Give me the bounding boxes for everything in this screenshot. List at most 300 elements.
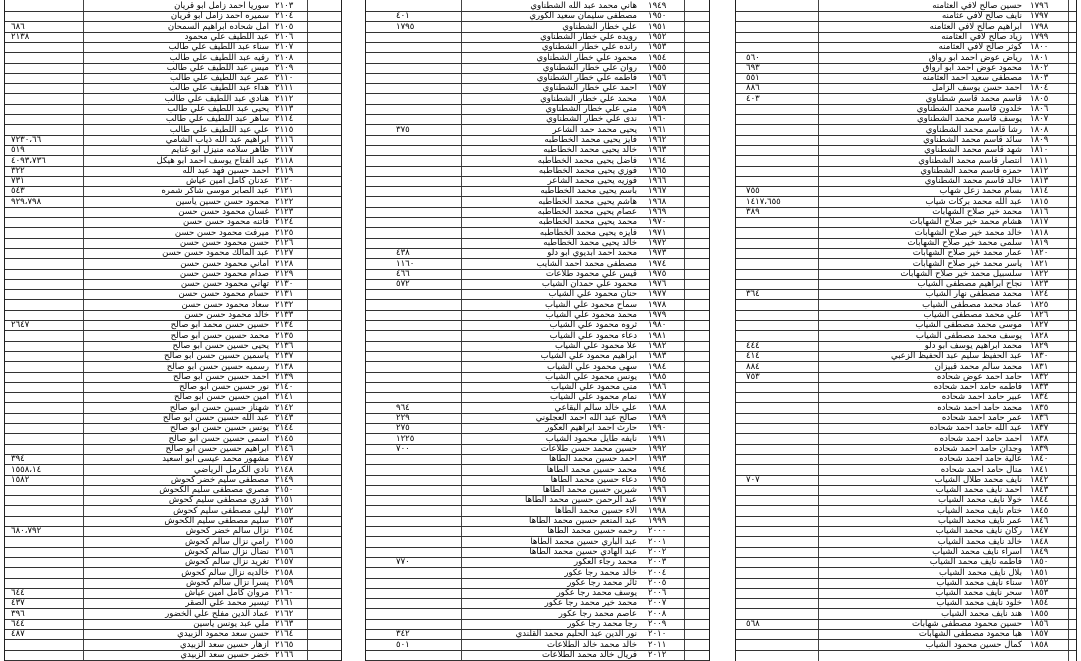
serial-number: ٢١٥٧ xyxy=(275,557,294,568)
person-name: نضال نزال سالم كحوش xyxy=(184,546,269,557)
person-name: محمود علي حمدان الشياب xyxy=(541,279,637,290)
amount-value: ٦٤٤ xyxy=(11,588,25,599)
serial-number: ٢١٠٣ xyxy=(275,1,294,11)
serial-number: ١٩٦٠ xyxy=(648,114,667,125)
person-name: عبد الحفيظ سليم عبد الحفيظ الزعبي xyxy=(891,351,1022,362)
person-name: ركان نايف محمد الشياب xyxy=(935,526,1022,537)
serial-number: ١٨٥٦ xyxy=(1030,619,1049,629)
person-name: تيسير محمد علي الصقر xyxy=(185,598,269,609)
person-name: خالد محمد خير صلاح الشهابات xyxy=(914,227,1022,238)
serial-number: ١٩٩٩ xyxy=(648,516,667,526)
amount-value: ٦٩٣ xyxy=(746,62,760,73)
serial-number: ٢١٥٠ xyxy=(275,485,294,496)
serial-number: ١٨٤٤ xyxy=(1030,495,1049,506)
person-name: سماح محمود علي الشياب xyxy=(544,299,637,310)
person-name: عبد الباري حسين محمد الطاها xyxy=(530,536,637,547)
serial-number: ١٩٩٣ xyxy=(648,454,667,465)
amount-value: ٥٦٨ xyxy=(746,619,760,629)
serial-number: ١٩٨٢ xyxy=(648,340,667,351)
person-name: عصام يحيى محمد الخطاطبه xyxy=(537,207,637,217)
serial-number: ٢١٠٧ xyxy=(275,42,294,53)
person-name: محمد احمد ابديوي ابو دلو xyxy=(547,248,637,259)
person-name: خالد يحيى محمد الخطاطبه xyxy=(543,237,637,248)
serial-number: ٢١١٠ xyxy=(275,73,294,84)
person-name: هاشم يحيى محمد الخطاطبه xyxy=(538,196,637,207)
person-name: خالد نايف محمد الشياب xyxy=(937,536,1022,547)
amount-value: ٧٧٠ xyxy=(396,557,410,568)
serial-number: ١٨٤٥ xyxy=(1030,505,1049,516)
person-name: حامد احمد عوض شحاده xyxy=(936,371,1022,382)
amount-value: ٤٤٤ xyxy=(746,340,760,351)
person-name: يسرا نزال سالم كحوش xyxy=(186,577,269,588)
serial-number: ١٩٧٥ xyxy=(648,268,667,279)
amount-value: ١١٦٠ xyxy=(396,258,415,269)
person-name: حسين حسن محمد ابو صالح xyxy=(170,320,269,331)
serial-number: ٢١٠٤ xyxy=(275,11,294,22)
serial-number: ٢١٣٢ xyxy=(275,299,294,310)
serial-number: ٢١٤٩ xyxy=(275,474,294,485)
amount-value: ٨٨٤ xyxy=(746,361,760,372)
amount-value: ٥٦٠ xyxy=(746,52,760,63)
serial-number: ٢١٢٦ xyxy=(275,237,294,248)
serial-number: ٢١٦١ xyxy=(275,598,294,609)
serial-number: ٢٠٠٤ xyxy=(648,567,667,578)
amount-value: ٤٨٧ xyxy=(11,629,25,640)
person-name: ملي عبد يونس ياسين xyxy=(193,619,269,629)
person-name: ساهر عبد اللطيف علي طالب xyxy=(165,114,269,125)
amount-value: ٩٦٤ xyxy=(396,402,410,413)
person-name: عبد المالك محمود حسن حسن xyxy=(162,248,269,259)
serial-number: ٢٠٠٥ xyxy=(648,577,667,588)
person-name: يوسف محمد رجا عكور xyxy=(556,588,637,599)
serial-number: ٢١٦٠ xyxy=(275,588,294,599)
person-name: سليم مصطفى سليم الكحوش xyxy=(164,516,269,526)
person-name: عبير حامد احمد شحاده xyxy=(941,392,1022,403)
person-name: باسم يحيى محمد الخطاطبه xyxy=(540,186,637,197)
serial-number: ١٨٤٧ xyxy=(1030,526,1049,537)
serial-number: ١٩٥٩ xyxy=(648,104,667,114)
person-name: خالد محمد رجا عكور xyxy=(564,567,637,578)
person-name: منى محمود علي الشياب xyxy=(550,382,637,393)
serial-number: ٢١٣١ xyxy=(275,289,294,300)
amount-value: ٣٨٩ xyxy=(746,207,760,217)
person-name: اسمى حسين حسن ابو صالح xyxy=(168,433,269,444)
serial-number: ١٨٥١ xyxy=(1030,567,1049,578)
person-name: عبد الهادي حسين محمد الطاها xyxy=(529,546,637,557)
serial-number: ١٨٢٩ xyxy=(1030,340,1049,351)
amount-value: ٤٣٨ xyxy=(396,248,410,259)
serial-number: ١٩٨٩ xyxy=(648,413,667,423)
person-name: محمد سالم محمد قبيزان xyxy=(934,361,1022,372)
serial-number: ١٨٠٦ xyxy=(1030,104,1049,114)
serial-number: ١٩٦٥ xyxy=(648,165,667,176)
amount-value: ٣٩٦ xyxy=(11,608,25,619)
person-name: هشام محمد خير صلاح الشهابات xyxy=(909,217,1022,228)
amount-value: ١٥٥٨،١٤ xyxy=(11,464,42,475)
person-name: امين حسين حسن ابو صالح xyxy=(174,392,269,403)
person-name: خلود نايف محمد الشياب xyxy=(936,598,1022,609)
serial-number: ١٨٤٠ xyxy=(1030,454,1049,465)
person-name: الاء حسين محمد الطاها xyxy=(554,505,637,516)
amount-value: ٣٩٤ xyxy=(11,454,25,465)
amount-value: ٥٥١ xyxy=(746,73,760,84)
person-name: ابراهيم محمود علي الشياب xyxy=(540,351,637,362)
serial-number: ٢١٠٦ xyxy=(275,31,294,42)
serial-number: ١٩٦٩ xyxy=(648,207,667,217)
person-name: تهاني محمود حسن حسن xyxy=(180,279,269,290)
serial-number: ٢١٣٠ xyxy=(275,279,294,290)
person-name: ختام نايف محمد الشياب xyxy=(936,505,1022,516)
serial-number: ٢١٣٧ xyxy=(275,351,294,362)
serial-number: ٢٠٠٣ xyxy=(648,557,667,568)
serial-number: ١٨٤٨ xyxy=(1030,536,1049,547)
serial-number: ١٨١٥ xyxy=(1030,196,1049,207)
serial-number: ٢١٦٢ xyxy=(275,608,294,619)
serial-number: ٢١٢٣ xyxy=(275,207,294,217)
serial-number: ١٨٣٣ xyxy=(1030,382,1049,393)
serial-number: ١٩٨٣ xyxy=(648,351,667,362)
amount-value: ٨٨٦ xyxy=(746,83,760,94)
serial-number: ١٨٢٢ xyxy=(1030,268,1049,279)
serial-number: ١٩٥١ xyxy=(648,21,667,32)
serial-number: ٢٠٠١ xyxy=(648,536,667,547)
serial-number: ٢١٤٠ xyxy=(275,382,294,393)
serial-number: ١٩٧٧ xyxy=(648,289,667,300)
person-name: رامي نزال سالم كحوش xyxy=(184,536,269,547)
amount-value: ٣٢٢ xyxy=(11,165,25,176)
person-name: يحيى حسين حسن ابو صالح xyxy=(172,340,269,351)
person-name: مروان كامل امين عياش xyxy=(184,588,269,599)
person-name: محمد ابراهيم يوسف ابو دلو xyxy=(924,340,1022,351)
serial-number: ١٩٨٦ xyxy=(648,382,667,393)
person-name: سائد قاسم محمد الشطناوي xyxy=(923,134,1022,145)
person-name: سناء نايف محمد الشياب xyxy=(936,577,1022,588)
serial-number: ٢٠١٠ xyxy=(648,629,667,640)
person-name: عالية حامد احمد شحاده xyxy=(939,454,1022,465)
person-name: فايز يحيى محمد الخطاطبه xyxy=(544,134,637,145)
serial-number: ٢١٢١ xyxy=(275,186,294,197)
serial-number: ١٨٣٤ xyxy=(1030,392,1049,403)
person-name: مشهور محمد عيسى ابو اسعيد xyxy=(162,454,269,465)
table-row xyxy=(736,640,1076,651)
person-name: محمد رجاء العكور xyxy=(573,557,637,568)
serial-number: ٢١٣٤ xyxy=(275,320,294,331)
amount-value: ٥٧٢ xyxy=(396,279,410,290)
serial-number: ٢٠٠٧ xyxy=(648,598,667,609)
serial-number: ١٨٠٥ xyxy=(1030,93,1049,104)
amount-value: ٢٦٤٧ xyxy=(11,320,30,331)
person-name: تغريد نزال سالم كحوش xyxy=(185,557,269,568)
amount-value: ٤٣٧ xyxy=(11,598,25,609)
person-name: صدام محمود حسن حسن xyxy=(179,268,269,279)
serial-number: ١٨١٣ xyxy=(1030,176,1049,187)
serial-number: ١٩٥٣ xyxy=(648,42,667,53)
serial-number: ١٩٦٣ xyxy=(648,145,667,156)
serial-number: ١٩٩٠ xyxy=(648,423,667,434)
serial-number: ١٩٩٥ xyxy=(648,474,667,485)
serial-number: ١٨١٦ xyxy=(1030,207,1049,217)
person-name: محمود حسن حسين ياسين xyxy=(175,196,269,207)
person-name: سحر نايف محمد الشياب xyxy=(935,588,1022,599)
person-name: ثائر محمد رجا عكور xyxy=(567,577,637,588)
serial-number: ٢١٢٩ xyxy=(275,268,294,279)
serial-number: ٢١١٩ xyxy=(275,165,294,176)
person-name: رانده علي خطار الشطناوي xyxy=(541,42,637,53)
person-name: محمد علي خطار الشطناوي xyxy=(540,93,637,104)
serial-number: ٢٠١٢ xyxy=(648,649,667,660)
serial-number: ١٩٧٦ xyxy=(648,279,667,290)
person-name: يونس محمود علي الشياب xyxy=(545,371,637,382)
serial-number: ١٩٨٠ xyxy=(648,320,667,331)
person-name: يونس حسين حسن ابو صالح xyxy=(170,423,269,434)
serial-number: ٢١٢٢ xyxy=(275,196,294,207)
person-name: محمد حامد احمد شحاده xyxy=(937,402,1022,413)
person-name: خالد محمود حسن حسن xyxy=(184,310,269,320)
person-name: مصطفى سليمان سعيد الكوري xyxy=(529,11,637,22)
person-name: سهى محمود علي الشياب xyxy=(546,361,637,372)
amount-value: ٧٠٧ xyxy=(746,474,760,485)
person-name: سوريا احمد زامل ابو قريان xyxy=(174,1,269,11)
person-name: نجاح ابراهيم مصطفى الشياب xyxy=(917,279,1022,290)
serial-number: ١٩٨١ xyxy=(648,330,667,341)
person-name: رسميه حسين حسن ابو صالح xyxy=(166,361,269,372)
amount-value: ٣٦٤ xyxy=(746,289,760,300)
amount-value: ٣٤٢ xyxy=(396,629,410,640)
person-name: رشا قاسم محمد الشطناوي xyxy=(925,124,1022,135)
person-name: عماد الدين مفلح علي الخضور xyxy=(165,608,269,619)
serial-number: ١٩٥٨ xyxy=(648,93,667,104)
person-name: فاطمه نايف محمد الشياب xyxy=(929,557,1022,568)
person-name: هداء عبد اللطيف علي طالب xyxy=(169,83,269,94)
serial-number: ٢١٤٤ xyxy=(275,423,294,434)
serial-number: ٢١٢٠ xyxy=(275,176,294,187)
table-row xyxy=(366,650,709,661)
amount-value: ٧٥٥ xyxy=(746,186,760,197)
serial-number: ٢١٠٥ xyxy=(275,21,294,32)
amount-value: ٦٤٤ xyxy=(11,619,25,629)
person-name: علي محمد مصطفى الشياب xyxy=(923,310,1022,320)
person-name: ابراهيم حسين حسن ابو صالح xyxy=(165,443,269,454)
serial-number: ٢١٤٣ xyxy=(275,413,294,423)
person-name: يوسف قاسم محمد الشطناوي xyxy=(916,114,1022,125)
serial-number: ١٨٤١ xyxy=(1030,464,1049,475)
person-name: ابراهيم صالح لافي العثامنه xyxy=(929,21,1022,32)
serial-number: ١٨٣١ xyxy=(1030,361,1049,372)
serial-number: ١٩٥٤ xyxy=(648,52,667,63)
person-name: ثروه محمود علي الشياب xyxy=(549,320,637,331)
serial-number: ١٨١٤ xyxy=(1030,186,1049,197)
amount-value: ٢١٣٨ xyxy=(11,31,30,42)
person-name: ندى علي خطار الشطناوي xyxy=(546,114,637,125)
person-name: اسراء نايف محمد الشياب xyxy=(932,546,1022,557)
serial-number: ١٨٢٦ xyxy=(1030,310,1049,320)
serial-number: ١٨١١ xyxy=(1030,155,1049,166)
person-name: حسين صالح لافي العثامنه xyxy=(932,1,1022,11)
serial-number: ١٨٠١ xyxy=(1030,52,1049,63)
serial-number: ١٨٠٩ xyxy=(1030,134,1049,145)
person-name: ميس عبد اللطيف علي طالب xyxy=(166,62,269,73)
serial-number: ١٨٣٢ xyxy=(1030,371,1049,382)
serial-number: ٢١٦٣ xyxy=(275,619,294,629)
amount-value: ٦٨٦ xyxy=(11,21,25,32)
serial-number: ١٨٠٣ xyxy=(1030,73,1049,84)
person-name: قاسم محمد قاسم شطناوي xyxy=(925,93,1022,104)
serial-number: ٢١١١ xyxy=(275,83,294,94)
serial-number: ١٩٦١ xyxy=(648,124,667,135)
serial-number: ١٨٣٠ xyxy=(1030,351,1049,362)
person-name: حسين محمود مصطفى شهابات xyxy=(912,619,1022,629)
person-name: فاطمه حامد احمد شحاده xyxy=(933,382,1022,393)
person-name: نور الدين عبد الحليم محمد القلندي xyxy=(515,629,637,640)
person-name: خالديه نزال سالم كحوش xyxy=(181,567,269,578)
serial-number: ٢١٢٤ xyxy=(275,217,294,228)
serial-number: ٢٠٠٦ xyxy=(648,588,667,599)
serial-number: ٢١١٤ xyxy=(275,114,294,125)
person-name: بلال نايف محمد الشياب xyxy=(939,567,1022,578)
person-name: مصري مصطفى سليم الكحوش xyxy=(159,485,269,496)
serial-number: ٢١٥٨ xyxy=(275,567,294,578)
amount-value: ٣٧٥ xyxy=(396,124,410,135)
person-name: زياد صالح لافي العثامنه xyxy=(941,31,1022,42)
serial-number: ٢١٤٢ xyxy=(275,402,294,413)
person-name: فوزي يحيى محمد الخطاطبه xyxy=(538,165,637,176)
serial-number: ٢١٤٨ xyxy=(275,464,294,475)
serial-number: ١٩٧٣ xyxy=(648,248,667,259)
serial-number: ١٩٦٧ xyxy=(648,186,667,197)
person-name: كوثر صالح لافي العثامنه xyxy=(938,42,1022,53)
serial-number: ١٨١٧ xyxy=(1030,217,1049,228)
person-name: نادي الكرمل الرياضي xyxy=(193,464,269,475)
person-name: علي عبد اللطيف علي طالب xyxy=(169,124,269,135)
person-name: علي خطار الشطناوي xyxy=(562,21,637,32)
serial-number: ٢١٢٧ xyxy=(275,248,294,259)
serial-number: ١٩٩٨ xyxy=(648,505,667,516)
person-name: نمام محمود علي الشياب xyxy=(549,392,637,403)
serial-number: ١٨٥٠ xyxy=(1030,557,1049,568)
person-name: عماد محمد مصطفى الشياب xyxy=(922,299,1022,310)
serial-number: ٢١٥٥ xyxy=(275,536,294,547)
serial-number: ١٨٢٤ xyxy=(1030,289,1049,300)
serial-number: ٢١٣٥ xyxy=(275,330,294,341)
person-name: انتصار قاسم محمد الشطناوي xyxy=(918,155,1022,166)
serial-number: ١٩٨٤ xyxy=(648,361,667,372)
serial-number: ١٩٥٠ xyxy=(648,11,667,22)
person-name: هند نايف محمد الشياب xyxy=(941,608,1022,619)
serial-number: ٢١٣٦ xyxy=(275,340,294,351)
person-name: منال حامد احمد شحاده xyxy=(940,464,1022,475)
person-name: عمر نايف محمد الشياب xyxy=(937,516,1022,526)
serial-number: ٢١٥٦ xyxy=(275,546,294,557)
serial-number: ٢١٥٣ xyxy=(275,516,294,526)
amount-value: ١٤١٧،٦٥٥ xyxy=(746,196,781,207)
person-name: نايف محمد طلال الشياب xyxy=(934,474,1022,485)
serial-number: ٢١١٢ xyxy=(275,93,294,104)
person-name: رحمه حسين محمد الطاها xyxy=(547,526,637,537)
serial-number: ١٩٧٢ xyxy=(648,237,667,248)
person-name: نزال سالم خضر كحوش xyxy=(185,526,269,537)
person-name: احمد حسين فهد عبد الله xyxy=(182,165,269,176)
serial-number: ٢١٤٥ xyxy=(275,433,294,444)
person-name: خالد يحيى محمد الخطاطبه xyxy=(543,145,637,156)
person-name: ميرفت محمود حسن حسن xyxy=(174,227,269,238)
serial-number: ١٩٧٩ xyxy=(648,310,667,320)
serial-number: ٢١٦٤ xyxy=(275,629,294,640)
serial-number: ١٩٥٥ xyxy=(648,62,667,73)
person-name: خالد قاسم محمد الشطناوي xyxy=(924,176,1022,187)
person-name: قدري مصطفى سليم كحوش xyxy=(168,495,269,506)
serial-number: ٢١٢٨ xyxy=(275,258,294,269)
person-name: نايفه طايل محمود الشياب xyxy=(545,433,637,444)
person-name: حنان محمود علي الشياب xyxy=(548,289,637,300)
serial-number: ٢١٤٧ xyxy=(275,454,294,465)
person-name: محمود عوض احمد ابو ارواق xyxy=(922,62,1022,73)
person-name: مصطفى سعيد احمد العثامنه xyxy=(922,73,1022,84)
person-name: رقيه عبد اللطيف علي طالب xyxy=(169,52,269,63)
person-name: عبد الفتاح يوسف احمد ابو هيكل xyxy=(156,155,269,166)
person-name: فاتنه محمود حسن حسن xyxy=(183,217,269,228)
serial-number: ١٨٢٨ xyxy=(1030,330,1049,341)
serial-number: ١٩٩٧ xyxy=(648,495,667,506)
person-name: غسان محمود حسن حسن xyxy=(178,207,269,217)
serial-number: ٢١١٦ xyxy=(275,134,294,145)
person-name: احمد علي خطار الشطناوي xyxy=(542,83,637,94)
person-name: سناء عبد اللطيف علي طالب xyxy=(168,42,269,53)
serial-number: ١٩٨٧ xyxy=(648,392,667,403)
serial-number: ١٨٢٠ xyxy=(1030,248,1049,259)
amount-value: ٧٢٣٠،٦٦ xyxy=(11,134,42,145)
serial-number: ١٩٩٤ xyxy=(648,464,667,475)
person-name: اماني محمود حسن حسن xyxy=(180,258,269,269)
person-name: منى علي خطار الشطناوي xyxy=(545,104,637,114)
serial-number: ١٨٢٣ xyxy=(1030,279,1049,290)
amount-value: ٩٢٩،٧٩٨ xyxy=(11,196,42,207)
serial-number: ١٨٥٧ xyxy=(1030,629,1049,640)
serial-number: ٢٠١١ xyxy=(648,639,667,650)
person-name: فريال خالد محمد الطلاعات xyxy=(542,649,637,660)
person-name: عبد الصابر موسى شاكر شمره xyxy=(161,186,269,197)
serial-number: ١٨٣٧ xyxy=(1030,423,1049,434)
serial-number: ١٨٤٦ xyxy=(1030,516,1049,526)
person-name: عبد اللطيف علي محمود xyxy=(184,31,269,42)
serial-number: ١٨٤٣ xyxy=(1030,485,1049,496)
person-name: مصطفى محمد احمد الشايب xyxy=(536,258,637,269)
serial-number: ١٩٥٦ xyxy=(648,73,667,84)
serial-number: ١٧٩٨ xyxy=(1030,21,1049,32)
person-name: محمد يحيى محمد الخطاطبه xyxy=(538,217,637,228)
person-name: هبا محمود مصطفى الشهابات xyxy=(918,629,1022,640)
person-name: سميره احمد زامل ابو قريان xyxy=(170,11,269,22)
person-name: محمد محمود علي الشياب xyxy=(545,310,637,320)
person-name: وجدان حامد احمد شحاده xyxy=(934,443,1022,454)
person-name: رجا محمد رجا عكور xyxy=(567,619,637,629)
person-name: عبد الله حسين حسن ابو صالح xyxy=(162,413,269,423)
serial-number: ٢١٤٦ xyxy=(275,443,294,454)
amount-value: ٤٠٣ xyxy=(746,93,760,104)
person-name: ليلى مصطفى سليم كحوش xyxy=(173,505,269,516)
serial-number: ٢١٥٢ xyxy=(275,505,294,516)
person-name: عبد الرحمن حسين محمد الطاها xyxy=(524,495,637,506)
serial-number: ٢١١٥ xyxy=(275,124,294,135)
serial-number: ١٧٩٩ xyxy=(1030,31,1049,42)
person-name: محمد حسين محمد الطاها xyxy=(546,464,637,475)
person-name: فايزه يحيى محمد الخطاطبه xyxy=(539,227,637,238)
person-name: محمود علي خطار الشطناوي xyxy=(536,52,637,63)
amount-value: ٢٢٩ xyxy=(396,413,410,423)
serial-number: ١٨١٨ xyxy=(1030,227,1049,238)
serial-number: ١٨١٠ xyxy=(1030,145,1049,156)
person-name: عمار محمد خير صلاح الشهابات xyxy=(912,248,1022,259)
person-name: يوسف محمد مصطفى الشياب xyxy=(915,330,1022,341)
